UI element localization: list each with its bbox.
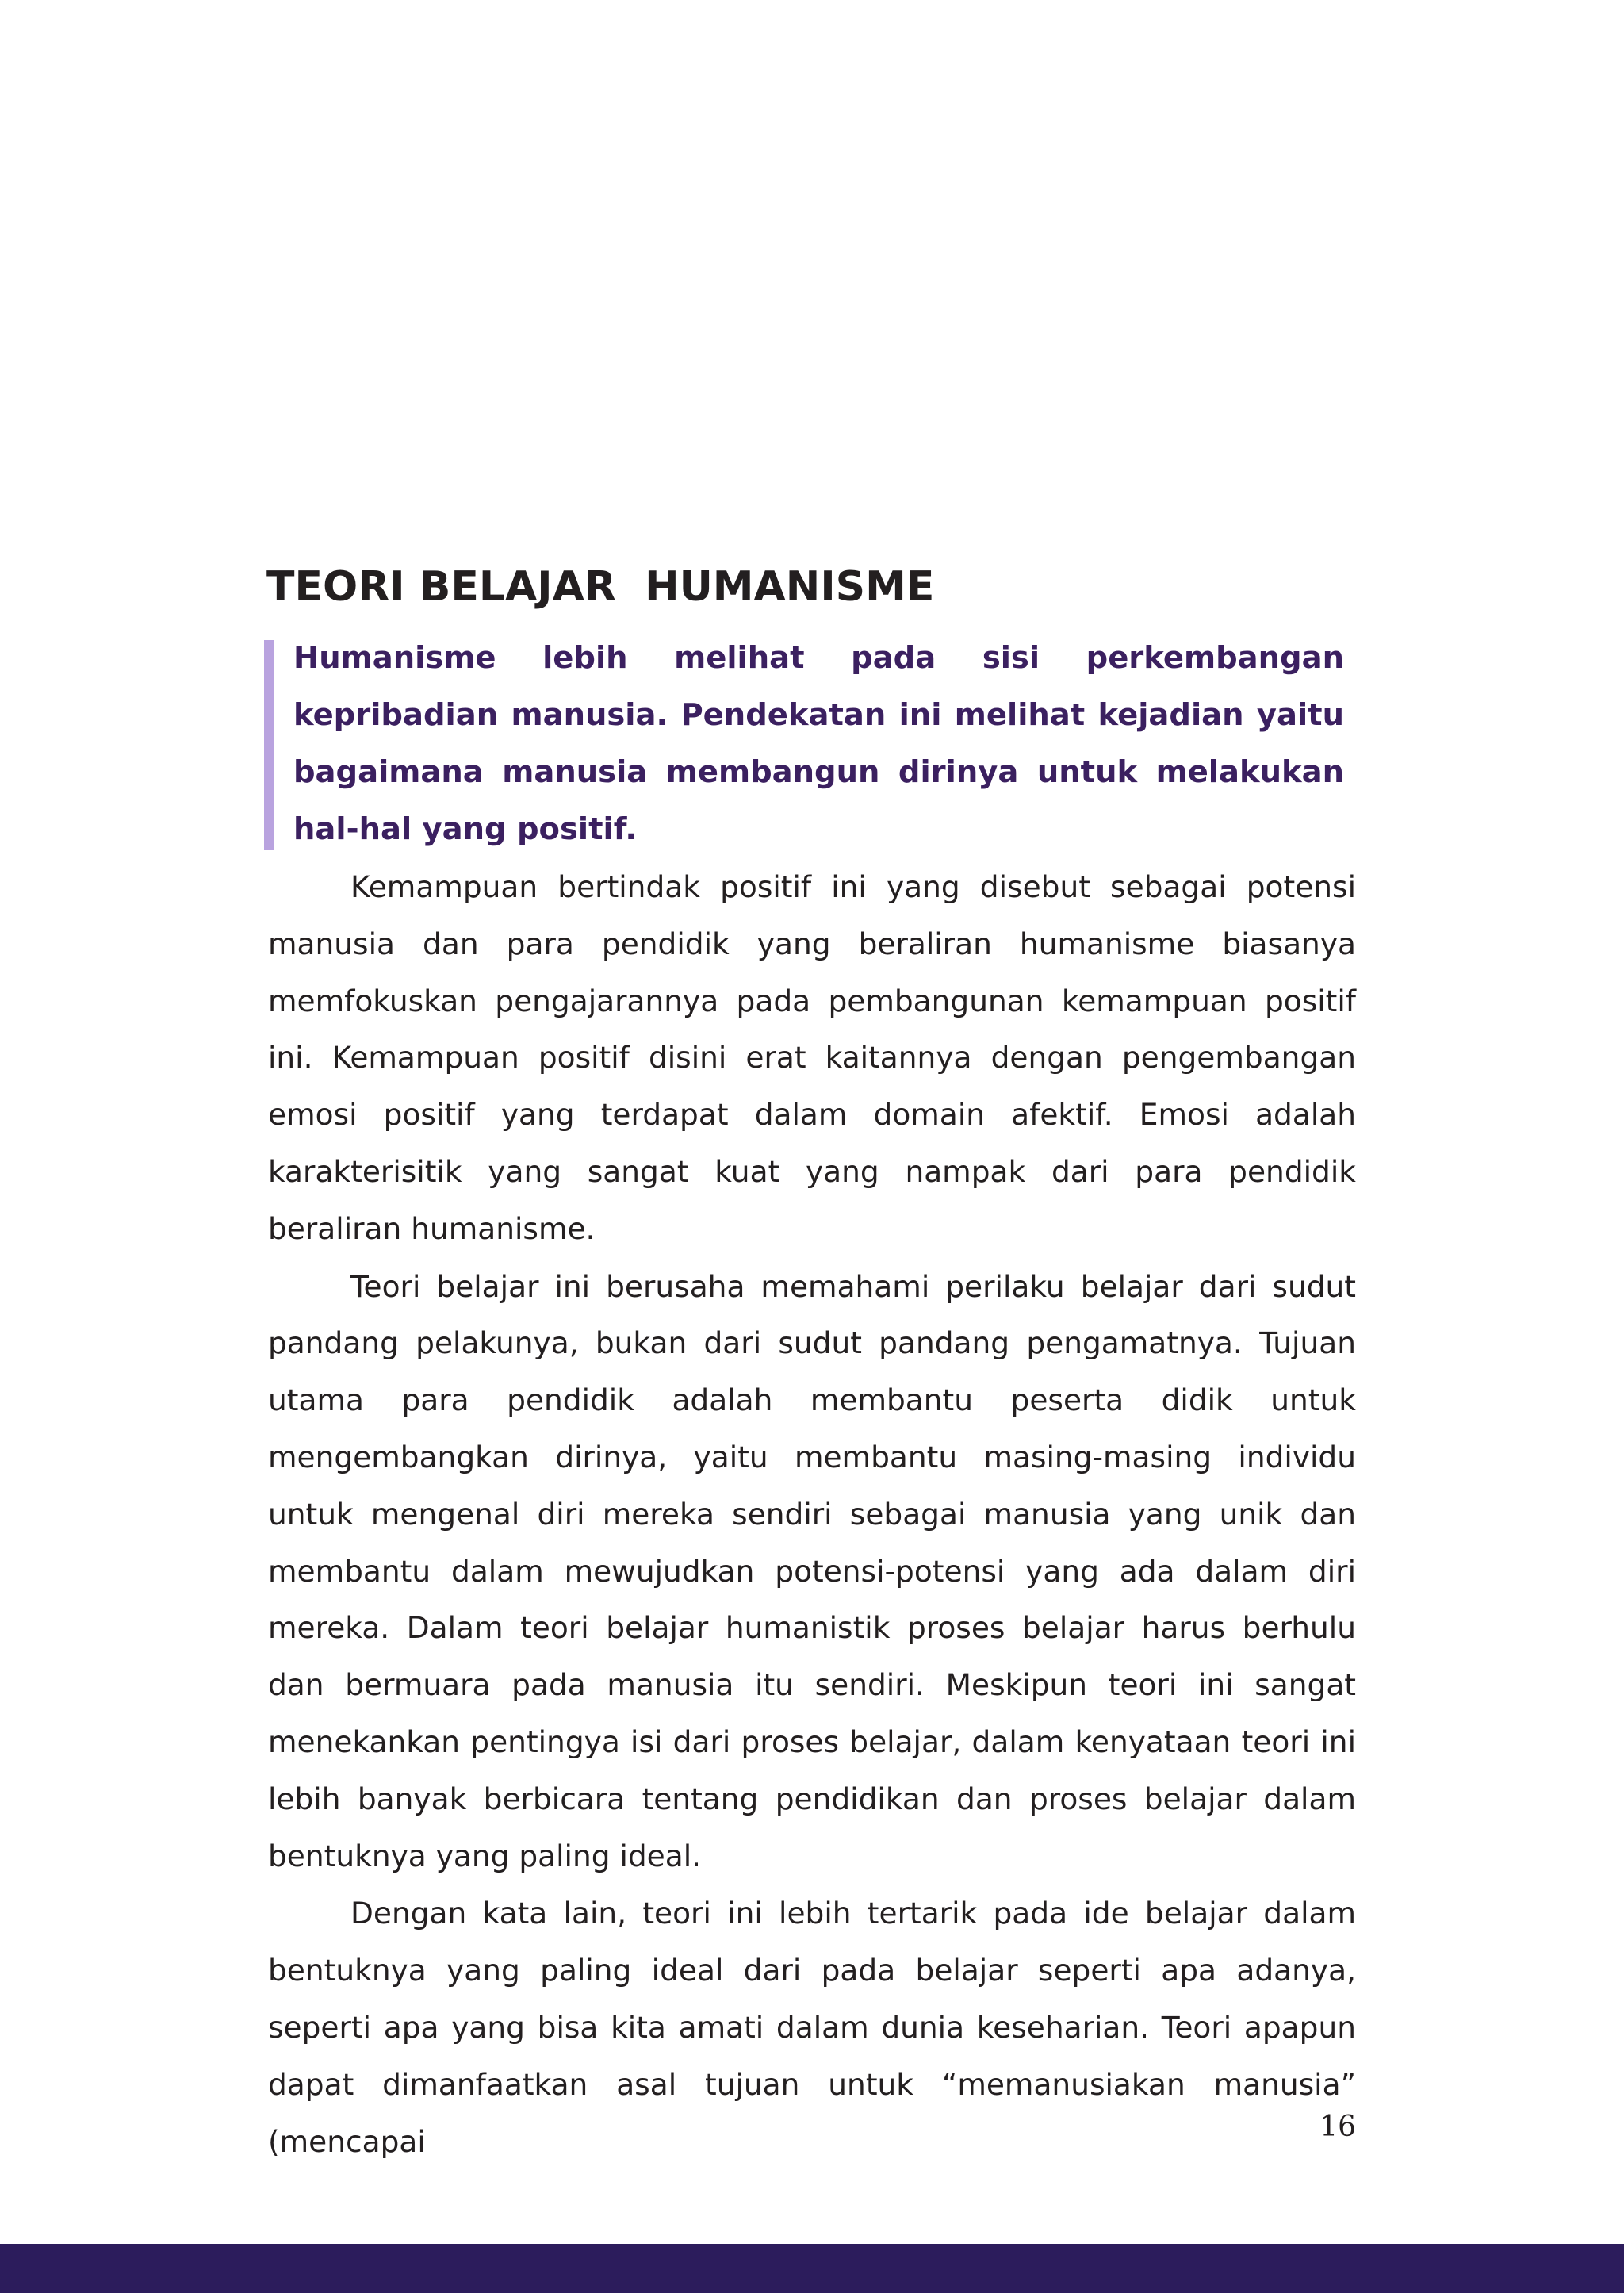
page-title: TEORI BELAJAR HUMANISME xyxy=(266,563,935,611)
body-paragraph-1: Kemampuan bertindak positif ini yang disebut sebagai potensi manusia dan para pendidik yang beraliran humanisme biasanya memfokuskan pengajarannya pada pembangunan kemampuan positif ini. Kemampuan positif disini erat kaitannya dengan pengembangan emosi positif yang terdapat dalam domain afektif. Emosi adalah karakterisitik yang sangat kuat yang nampak dari para pendidik beraliran humanisme. xyxy=(268,869,1356,1246)
body-paragraph-2: Teori belajar ini berusaha memahami perilaku belajar dari sudut pandang pelakunya, bukan dari sudut pandang pengamatnya. Tujuan utama para pendidik adalah membantu peserta didik untuk mengembangkan dirinya, yaitu membantu masing-masing individu untuk mengenal diri mereka sendiri sebagai manusia yang unik dan membantu dalam mewujudkan potensi-potensi yang ada dalam diri mereka. Dalam teori belajar humanistik proses belajar harus berhulu dan bermuara pada manusia itu sendiri. Meskipun teori ini sangat menekankan pentingya isi dari proses belajar, dalam kenyataan teori ini lebih banyak berbicara tentang pendidikan dan proses belajar dalam bentuknya yang paling ideal. xyxy=(268,1268,1356,1873)
body-text xyxy=(268,859,1356,2171)
footer-band xyxy=(0,2244,1624,2293)
page-number: 16 xyxy=(1320,2111,1356,2143)
lead-accent-bar xyxy=(264,640,274,850)
lead-paragraph: Humanisme lebih melihat pada sisi perkembangan kepribadian manusia. Pendekatan ini melihat kejadian yaitu bagaimana manusia membangun dirinya untuk melakukan hal-hal yang positif. xyxy=(293,640,1344,847)
body-paragraph-3: Dengan kata lain, teori ini lebih tertarik pada ide belajar dalam bentuknya yang paling ideal dari pada belajar seperti apa adanya, seperti apa yang bisa kita amati dalam dunia keseharian. Teori apapun dapat dimanfaatkan asal tujuan untuk “memanusiakan manusia” (mencapai xyxy=(268,1896,1356,2159)
